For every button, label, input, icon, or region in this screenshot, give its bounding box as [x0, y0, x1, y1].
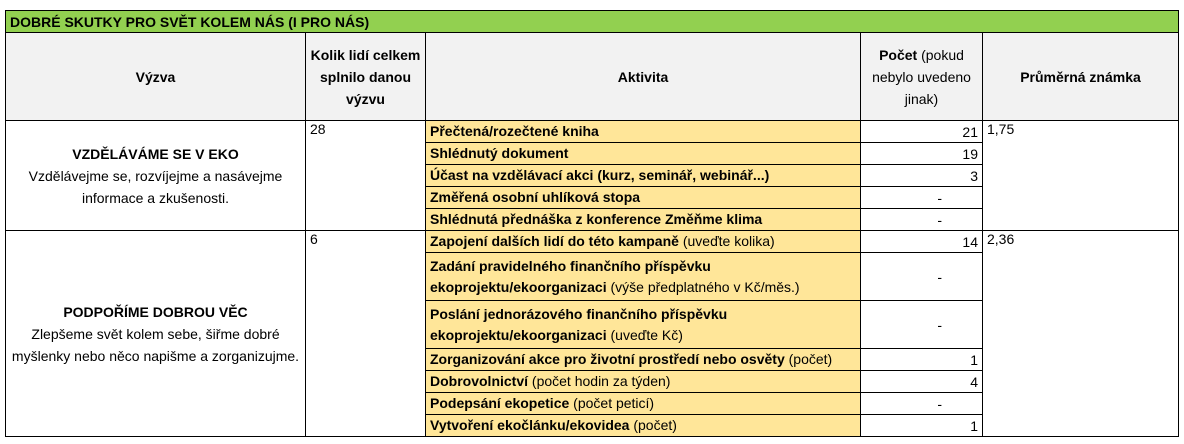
activity-cell[interactable]: [426, 231, 861, 253]
challenge-cell[interactable]: [6, 121, 306, 231]
activity-name: Změřená osobní uhlíková stopa: [430, 189, 641, 205]
people-count-cell[interactable]: 28: [306, 121, 426, 231]
activity-name: Přečtená/rozečtené kniha: [430, 123, 599, 139]
activity-name: Podepsání ekopetice: [430, 395, 570, 411]
count-cell[interactable]: -: [861, 209, 983, 231]
header-count-note: (pokud nebylo uvedeno jinak): [872, 46, 971, 107]
challenge-description: Vzdělávejme se, rozvíjejme a nasávejme informace a zkušenosti.: [28, 167, 283, 206]
activity-cell[interactable]: [426, 165, 861, 187]
count-cell[interactable]: -: [861, 187, 983, 209]
activity-note: (počet): [788, 351, 833, 367]
activity-cell[interactable]: [426, 301, 861, 349]
activity-note: (počet): [633, 417, 677, 433]
people-count-cell[interactable]: 6: [306, 231, 426, 437]
activity-cell[interactable]: [426, 187, 861, 209]
activity-cell[interactable]: [426, 253, 861, 301]
activity-cell[interactable]: [426, 371, 861, 393]
count-cell[interactable]: -: [861, 253, 983, 301]
activity-cell[interactable]: [426, 121, 861, 143]
challenge-table: [5, 10, 1179, 437]
header-row: [6, 33, 1179, 121]
challenge-title: PODPOŘÍME DOBROU VĚC: [63, 303, 248, 320]
activity-name: Účast na vzdělávací akci (kurz, seminář, webinář...): [430, 167, 770, 183]
challenge-title: VZDĚLÁVÁME SE V EKO: [72, 145, 239, 162]
table-row: [6, 231, 1179, 253]
activity-name: Vytvoření ekočlánku/ekovidea: [430, 417, 630, 433]
count-cell[interactable]: 1: [861, 415, 983, 437]
count-cell[interactable]: 19: [861, 143, 983, 165]
count-cell[interactable]: 14: [861, 231, 983, 253]
header-grade[interactable]: Průměrná známka: [983, 33, 1179, 121]
activity-name: Shlédnutá přednáška z konference Změňme klima: [430, 211, 763, 227]
activity-cell[interactable]: [426, 415, 861, 437]
activity-cell[interactable]: [426, 143, 861, 165]
activity-note: (uveďte Kč): [610, 326, 683, 343]
title-row: [6, 11, 1179, 33]
count-cell[interactable]: -: [861, 393, 983, 415]
activity-note: (počet peticí): [573, 395, 655, 411]
header-challenge[interactable]: Výzva: [6, 33, 306, 121]
challenge-cell[interactable]: [6, 231, 306, 437]
activity-note: (uveďte kolika): [682, 233, 775, 249]
count-cell[interactable]: 4: [861, 371, 983, 393]
activity-name: Shlédnutý dokument: [430, 145, 569, 161]
header-count[interactable]: [861, 33, 983, 121]
table-row: [6, 121, 1179, 143]
activity-name: Dobrovolnictví: [430, 373, 529, 389]
count-cell[interactable]: 3: [861, 165, 983, 187]
activity-name: Zapojení dalších lidí do této kampaně: [430, 233, 679, 249]
table-title[interactable]: DOBRÉ SKUTKY PRO SVĚT KOLEM NÁS (I PRO NÁS): [6, 11, 1179, 33]
count-cell[interactable]: 21: [861, 121, 983, 143]
activity-cell[interactable]: [426, 393, 861, 415]
count-cell[interactable]: -: [861, 301, 983, 349]
activity-name: Zadání pravidelného finančního příspěvku ekoprojektu/ekoorganizaci: [430, 257, 711, 295]
activity-note: (počet hodin za týden): [531, 373, 671, 389]
activity-name: Poslání jednorázového finančního příspěvku ekoprojektu/ekoorganizaci: [430, 305, 728, 343]
activity-note: (výše předplatného v Kč/měs.): [610, 278, 800, 295]
average-grade-cell[interactable]: 2,36: [983, 231, 1179, 437]
average-grade-cell[interactable]: 1,75: [983, 121, 1179, 231]
challenge-description: Zlepšeme svět kolem sebe, šiřme dobré myšlenky nebo něco napišme a zorganizujme.: [11, 325, 300, 364]
header-count-label: Počet: [879, 46, 918, 63]
activity-cell[interactable]: [426, 349, 861, 371]
header-activity[interactable]: Aktivita: [426, 33, 861, 121]
header-people[interactable]: Kolik lidí celkem splnilo danou výzvu: [306, 33, 426, 121]
count-cell[interactable]: 1: [861, 349, 983, 371]
activity-name: Zorganizování akce pro životní prostředí nebo osvěty: [430, 351, 785, 367]
activity-cell[interactable]: [426, 209, 861, 231]
